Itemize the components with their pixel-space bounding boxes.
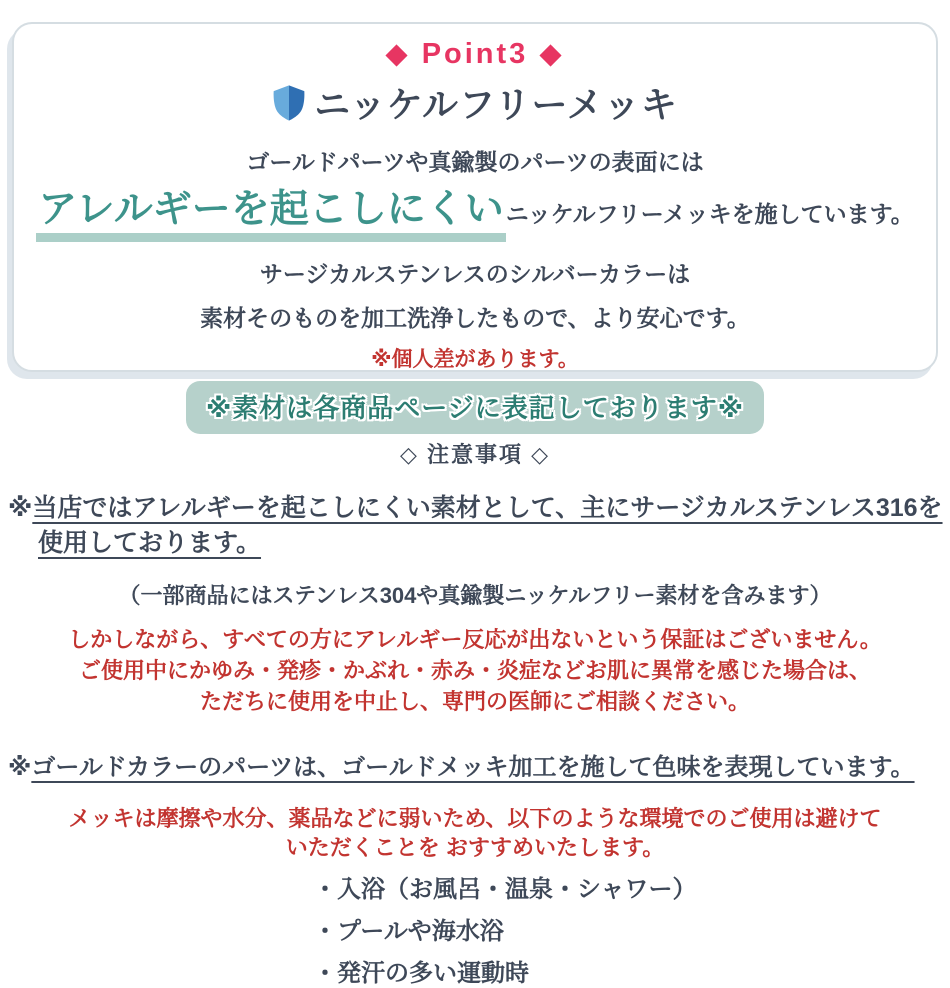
allergy-warning-line: ただちに使用を中止し、専門の医師にご相談ください。 xyxy=(199,689,750,714)
panel-body-line: サージカルステンレスのシルバーカラーは xyxy=(259,260,691,287)
panel-title: ニッケルフリーメッキ xyxy=(314,84,678,125)
list-item-pool: ・プールや海水浴 xyxy=(313,918,504,945)
caution-heading: ◇ 注意事項 ◇ xyxy=(399,442,551,467)
individual-difference-note: ※個人差があります。 xyxy=(371,347,579,371)
product-info-page xyxy=(0,22,950,987)
allergy-warning-line: ご使用中にかゆみ・発疹・かぶれ・赤み・炎症などお肌に異常を感じた場合は、 xyxy=(78,658,871,683)
point3-panel xyxy=(12,22,938,423)
note-prefix: ※ xyxy=(8,494,33,522)
panel-title-row xyxy=(14,77,936,128)
material-badge xyxy=(186,381,764,434)
panel-subtitle: ゴールドパーツや真鍮製のパーツの表面には xyxy=(246,149,704,175)
list-item-exercise: ・発汗の多い運動時 xyxy=(313,960,529,987)
list-item-bathing: ・入浴（お風呂・温泉・シャワー） xyxy=(313,876,697,903)
note-prefix: ※ xyxy=(8,754,32,781)
plating-warning-line: いただくことを おすすめいたします。 xyxy=(285,835,665,860)
caution-section xyxy=(0,438,950,988)
material-note-line1: 当店ではアレルギーを起こしにくい素材として、主にサージカルステンレス316を xyxy=(32,494,943,522)
panel-body-line: 素材そのものを加工洗浄したもので、より安心です。 xyxy=(200,304,750,331)
material-note xyxy=(8,491,950,561)
allergy-warning-block xyxy=(0,624,950,717)
gold-color-note xyxy=(8,747,950,782)
highlight-suffix: ニッケルフリーメッキを施しています。 xyxy=(505,201,914,227)
allergy-warning-line: しかしながら、すべての方にアレルギー反応が出ないという保証はございません。 xyxy=(68,627,882,652)
sub-materials-note: （一部商品にはステンレス304や真鍮製ニッケルフリー素材を含みます） xyxy=(118,583,832,608)
gold-color-note-text: ゴールドカラーのパーツは、ゴールドメッキ加工を施して色味を表現しています。 xyxy=(31,754,915,781)
material-note-line2: 使用しております。 xyxy=(38,529,262,557)
highlight-text: アレルギーを起こしにくい xyxy=(36,189,505,242)
shield-icon xyxy=(272,82,306,124)
point3-label: ◆ Point3 ◆ xyxy=(385,38,565,70)
highlight-line xyxy=(14,189,936,242)
plating-warning-line: メッキは摩擦や水分、薬品などに弱いため、以下のような環境でのご使用は避けて xyxy=(68,806,882,831)
plating-warning-block xyxy=(0,804,950,862)
avoid-environment-list xyxy=(0,876,950,988)
material-badge-label: ※素材は各商品ページに表記しております※ xyxy=(205,392,745,423)
